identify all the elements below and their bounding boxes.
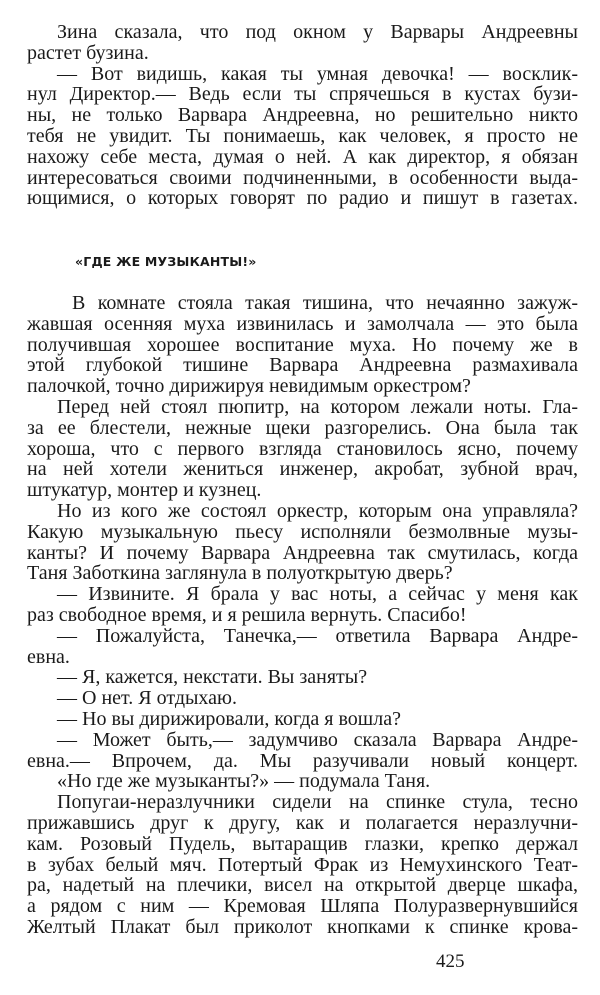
text-line: нул Директор.— Ведь если ты спрячешься в кустах бузи-	[27, 83, 578, 106]
text-line: Желтый Плакат был приколот кнопками к спинке крова-	[27, 915, 578, 938]
text-line: в зубах белый мяч. Потертый Фрак из Немухинского Теат-	[27, 853, 578, 876]
text-line: ны, не только Варвара Андреевна, но решительно никто	[27, 104, 578, 127]
text-line: «Но где же музыканты?» — подумала Таня.	[57, 770, 431, 793]
text-line: Попугаи-неразлучники сидели на спинке стула, тесно	[57, 791, 578, 814]
text-line: этой глубокой тишине Варвара Андреевна размахивала	[27, 354, 578, 377]
text-line: Какую музыкальную пьесу исполняли безмолвные музы-	[27, 520, 578, 543]
text-line: Но из кого же состоял оркестр, которым она управляла?	[57, 499, 578, 522]
text-line: Зина сказала, что под окном у Варвары Андреевны	[57, 21, 578, 43]
text-line: палочкой, точно дирижируя невидимым оркестром?	[27, 375, 471, 398]
text-line: а рядом с ним — Кремовая Шляпа Полуразвернувшийся	[27, 895, 578, 918]
text-line: растет бузина.	[27, 41, 149, 64]
text-line: — Я, кажется, некстати. Вы заняты?	[57, 666, 368, 689]
text-line: — Пожалуйста, Танечка,— ответила Варвара Андре-	[57, 624, 578, 647]
text-line: за ее блестели, нежные щеки разгорелись. Она была так	[27, 416, 578, 439]
text-line: ющимися, о которых говорят по радио и пишут в газетах.	[27, 187, 578, 210]
text-line: ра, надетый на плечики, висел на открытой дверце шкафа,	[27, 874, 578, 897]
text-line: нахожу себе места, думая о ней. А как директор, я обязан	[27, 145, 578, 168]
text-line: тебя не увидит. Ты понимаешь, как человек, я просто не	[27, 124, 578, 147]
text-line: — О нет. Я отдыхаю.	[57, 687, 237, 710]
text-line: штукатур, монтер и кузнец.	[27, 479, 262, 502]
text-line: интересоваться своими подчиненными, в особенности выда-	[27, 166, 578, 189]
text-line: — Может быть,— задумчиво сказала Варвара Андре-	[57, 728, 578, 751]
text-line: кам. Розовый Пудель, вытаращив глазки, крепко держал	[27, 832, 578, 855]
text-line: жавшая осенняя муха извинилась и замолчала — это была	[27, 312, 578, 335]
text-line: на ней хотели жениться инженер, акробат, зубной врач,	[27, 458, 578, 481]
text-line: евна.— Впрочем, да. Мы разучивали новый концерт.	[27, 749, 578, 772]
text-line: хороша, что с первого взгляда становилось ясно, почему	[27, 437, 578, 460]
text-line: — Но вы дирижировали, когда я вошла?	[57, 707, 401, 730]
text-line: Таня Заботкина заглянула в полуоткрытую дверь?	[27, 562, 453, 585]
text-line: — Вот видишь, какая ты умная девочка! — восклик-	[57, 62, 578, 85]
text-line: евна.	[27, 645, 70, 668]
paragraph-block-top	[27, 22, 578, 209]
text-line: получившая хорошее воспитание муха. Но почему же в	[27, 333, 578, 356]
text-line: Перед ней стоял пюпитр, на котором лежали ноты. Гла-	[57, 395, 578, 418]
chapter-heading: «ГДЕ ЖЕ МУЗЫКАНТЫ!»	[75, 254, 257, 269]
text-line: прижавшись друг к другу, как и полагается неразлучни-	[27, 811, 578, 834]
paragraph-block-main	[27, 293, 578, 938]
text-line: В комнате стояла такая тишина, что нечаянно зажуж-	[72, 292, 578, 314]
text-line: канты? И почему Варвара Андреевна так смутилась, когда	[27, 541, 578, 564]
text-line: — Извините. Я брала у вас ноты, а сейчас у меня как	[57, 583, 578, 606]
page-number: 425	[436, 951, 465, 972]
text-line: раз свободное время, и я решила вернуть. Спасибо!	[27, 603, 467, 626]
